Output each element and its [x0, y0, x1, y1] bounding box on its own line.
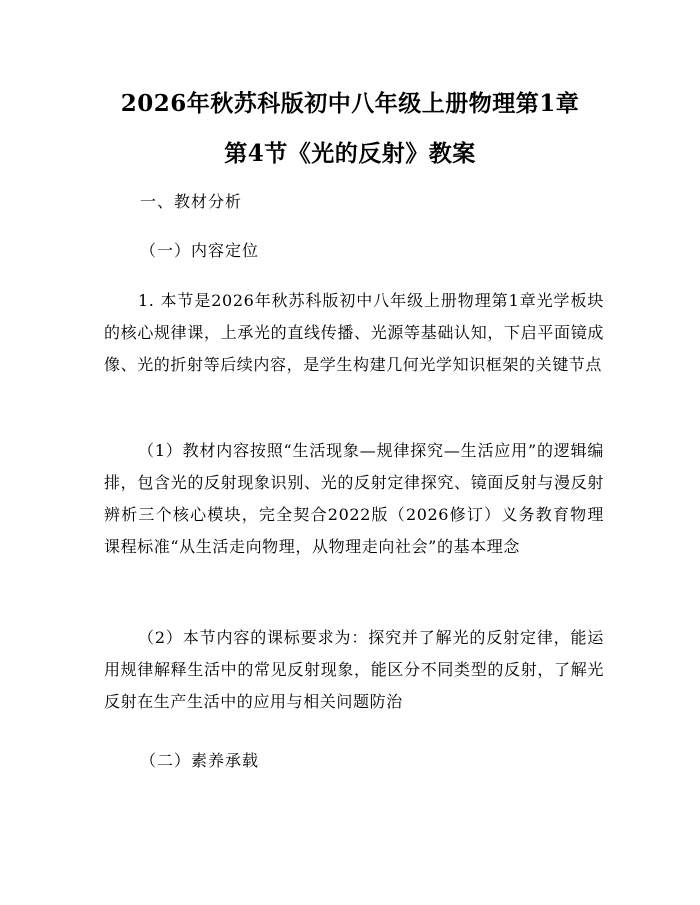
- subsection-heading-content-positioning: （一）内容定位: [140, 241, 260, 260]
- paragraph-content-arrangement: （1）教材内容按照“生活现象—规律探究—生活应用”的逻辑编排，包含光的反射现象识别、光的反射定律探究、镜面反射与漫反射辨析三个核心模块，完全契合2022版（2026修订）义务教育物理课程标准“从生活走向物理，从物理走向社会”的基本理念: [104, 441, 604, 556]
- paragraph-lesson-position: 1. 本节是2026年秋苏科版初中八年级上册物理第1章光学板块的核心规律课，上承光的直线传播、光源等基础认知，下启平面镜成像、光的折射等后续内容，是学生构建几何光学知识框架的关键节点: [104, 291, 604, 374]
- section-heading-teaching-material-analysis: 一、教材分析: [140, 192, 243, 211]
- subsection-heading-literacy: （二）素养承载: [140, 751, 260, 770]
- paragraph-curriculum-requirement: （2）本节内容的课标要求为：探究并了解光的反射定律，能运用规律解释生活中的常见反射现象，能区分不同类型的反射，了解光反射在生产生活中的应用与相关问题防治: [104, 628, 604, 711]
- document-title-line-1: 2026年秋苏科版初中八年级上册物理第1章: [120, 90, 580, 117]
- document-title-line-2: 第4节《光的反射》教案: [224, 140, 476, 167]
